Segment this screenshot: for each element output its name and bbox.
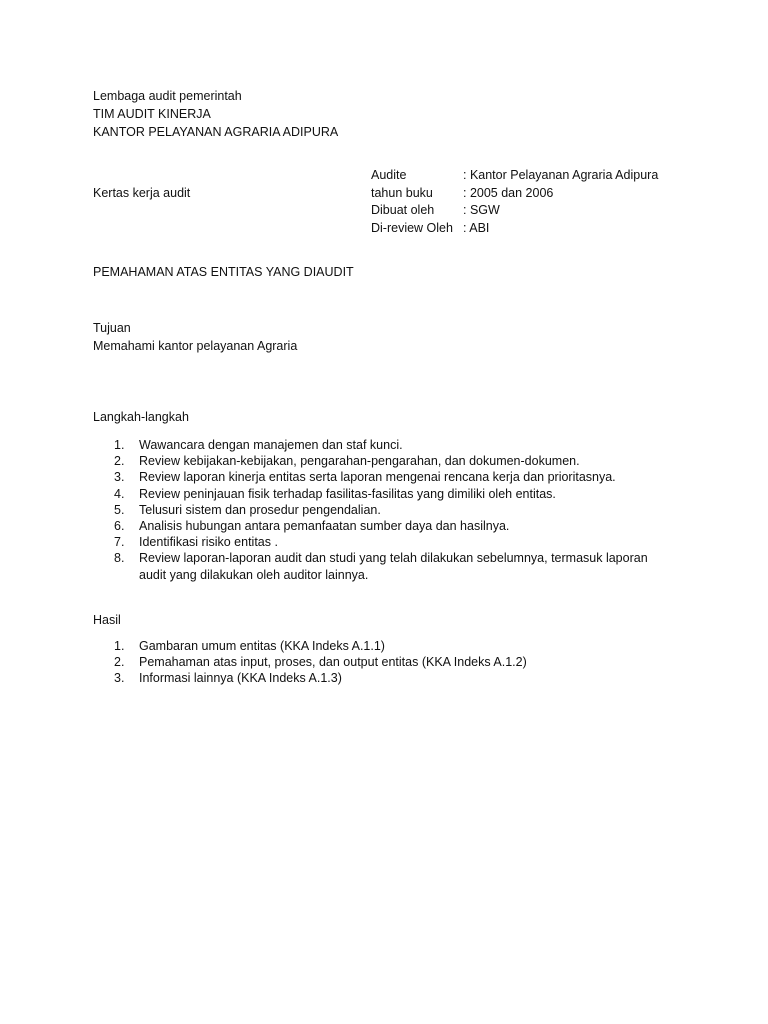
list-text: Wawancara dengan manajemen dan staf kunci.	[139, 438, 403, 452]
list-number: 3.	[114, 470, 125, 485]
audit-meta-table	[371, 167, 658, 237]
list-text: Informasi lainnya (KKA Indeks A.1.3)	[139, 671, 342, 686]
list-text: Gambaran umum entitas (KKA Indeks A.1.1)	[139, 639, 385, 653]
list-text: Review laporan-laporan audit dan studi yang telah dilakukan sebelumnya, termasuk laporan audit yang dilakukan oleh auditor lainnya.	[139, 551, 648, 582]
hasil-list	[114, 638, 669, 687]
list-number: 3.	[114, 671, 125, 686]
list-item	[114, 469, 669, 485]
meta-value: : ABI	[463, 220, 490, 235]
list-text: Review kebijakan-kebijakan, pengarahan-pengarahan, dan dokumen-dokumen.	[139, 454, 580, 469]
section-title: PEMAHAMAN ATAS ENTITAS YANG DIAUDIT	[93, 265, 354, 279]
meta-key: Dibuat oleh	[371, 203, 435, 217]
meta-value: : 2005 dan 2006	[463, 185, 554, 200]
meta-row	[371, 220, 658, 238]
list-item	[114, 437, 669, 453]
list-number: 2.	[114, 655, 125, 670]
list-number: 5.	[114, 502, 125, 517]
header-team: TIM AUDIT KINERJA	[93, 107, 211, 121]
list-text: Telusuri sistem dan prosedur pengendalian.	[139, 502, 381, 517]
meta-row	[371, 202, 658, 220]
list-text: Review peninjauan fisik terhadap fasilitas-fasilitas yang dimiliki oleh entitas.	[139, 486, 556, 501]
list-text: Review laporan kinerja entitas serta laporan mengenai rencana kerja dan prioritasnya.	[139, 470, 616, 485]
list-item	[114, 550, 669, 582]
list-item	[114, 518, 669, 534]
list-item	[114, 453, 669, 469]
meta-value: : SGW	[463, 203, 500, 217]
list-item	[114, 534, 669, 550]
meta-key: Audite	[371, 168, 407, 182]
worksheet-label: Kertas kerja audit	[93, 186, 191, 200]
list-item	[114, 486, 669, 502]
meta-row	[371, 167, 658, 185]
list-item	[114, 670, 669, 686]
list-text: Analisis hubungan antara pemanfaatan sumber daya dan hasilnya.	[139, 519, 510, 534]
list-item	[114, 654, 669, 670]
langkah-heading: Langkah-langkah	[93, 410, 189, 424]
list-number: 8.	[114, 551, 125, 566]
meta-row	[371, 185, 658, 203]
tujuan-heading: Tujuan	[93, 321, 131, 335]
meta-key: Di-review Oleh	[371, 220, 453, 235]
header-institution: Lembaga audit pemerintah	[93, 89, 242, 103]
list-number: 7.	[114, 535, 125, 550]
list-number: 6.	[114, 519, 125, 534]
header-office: KANTOR PELAYANAN AGRARIA ADIPURA	[93, 125, 339, 139]
document-header	[93, 87, 338, 141]
list-number: 2.	[114, 454, 125, 469]
list-item	[114, 502, 669, 518]
meta-value: : Kantor Pelayanan Agraria Adipura	[463, 168, 659, 182]
hasil-heading: Hasil	[93, 613, 121, 627]
langkah-list	[114, 437, 669, 583]
meta-key: tahun buku	[371, 185, 433, 200]
list-text: Pemahaman atas input, proses, dan output entitas (KKA Indeks A.1.2)	[139, 655, 527, 670]
list-number: 1.	[114, 639, 125, 653]
tujuan-text: Memahami kantor pelayanan Agraria	[93, 339, 298, 353]
list-number: 1.	[114, 438, 125, 452]
list-number: 4.	[114, 486, 125, 501]
list-text: Identifikasi risiko entitas .	[139, 535, 278, 550]
list-item	[114, 638, 669, 654]
